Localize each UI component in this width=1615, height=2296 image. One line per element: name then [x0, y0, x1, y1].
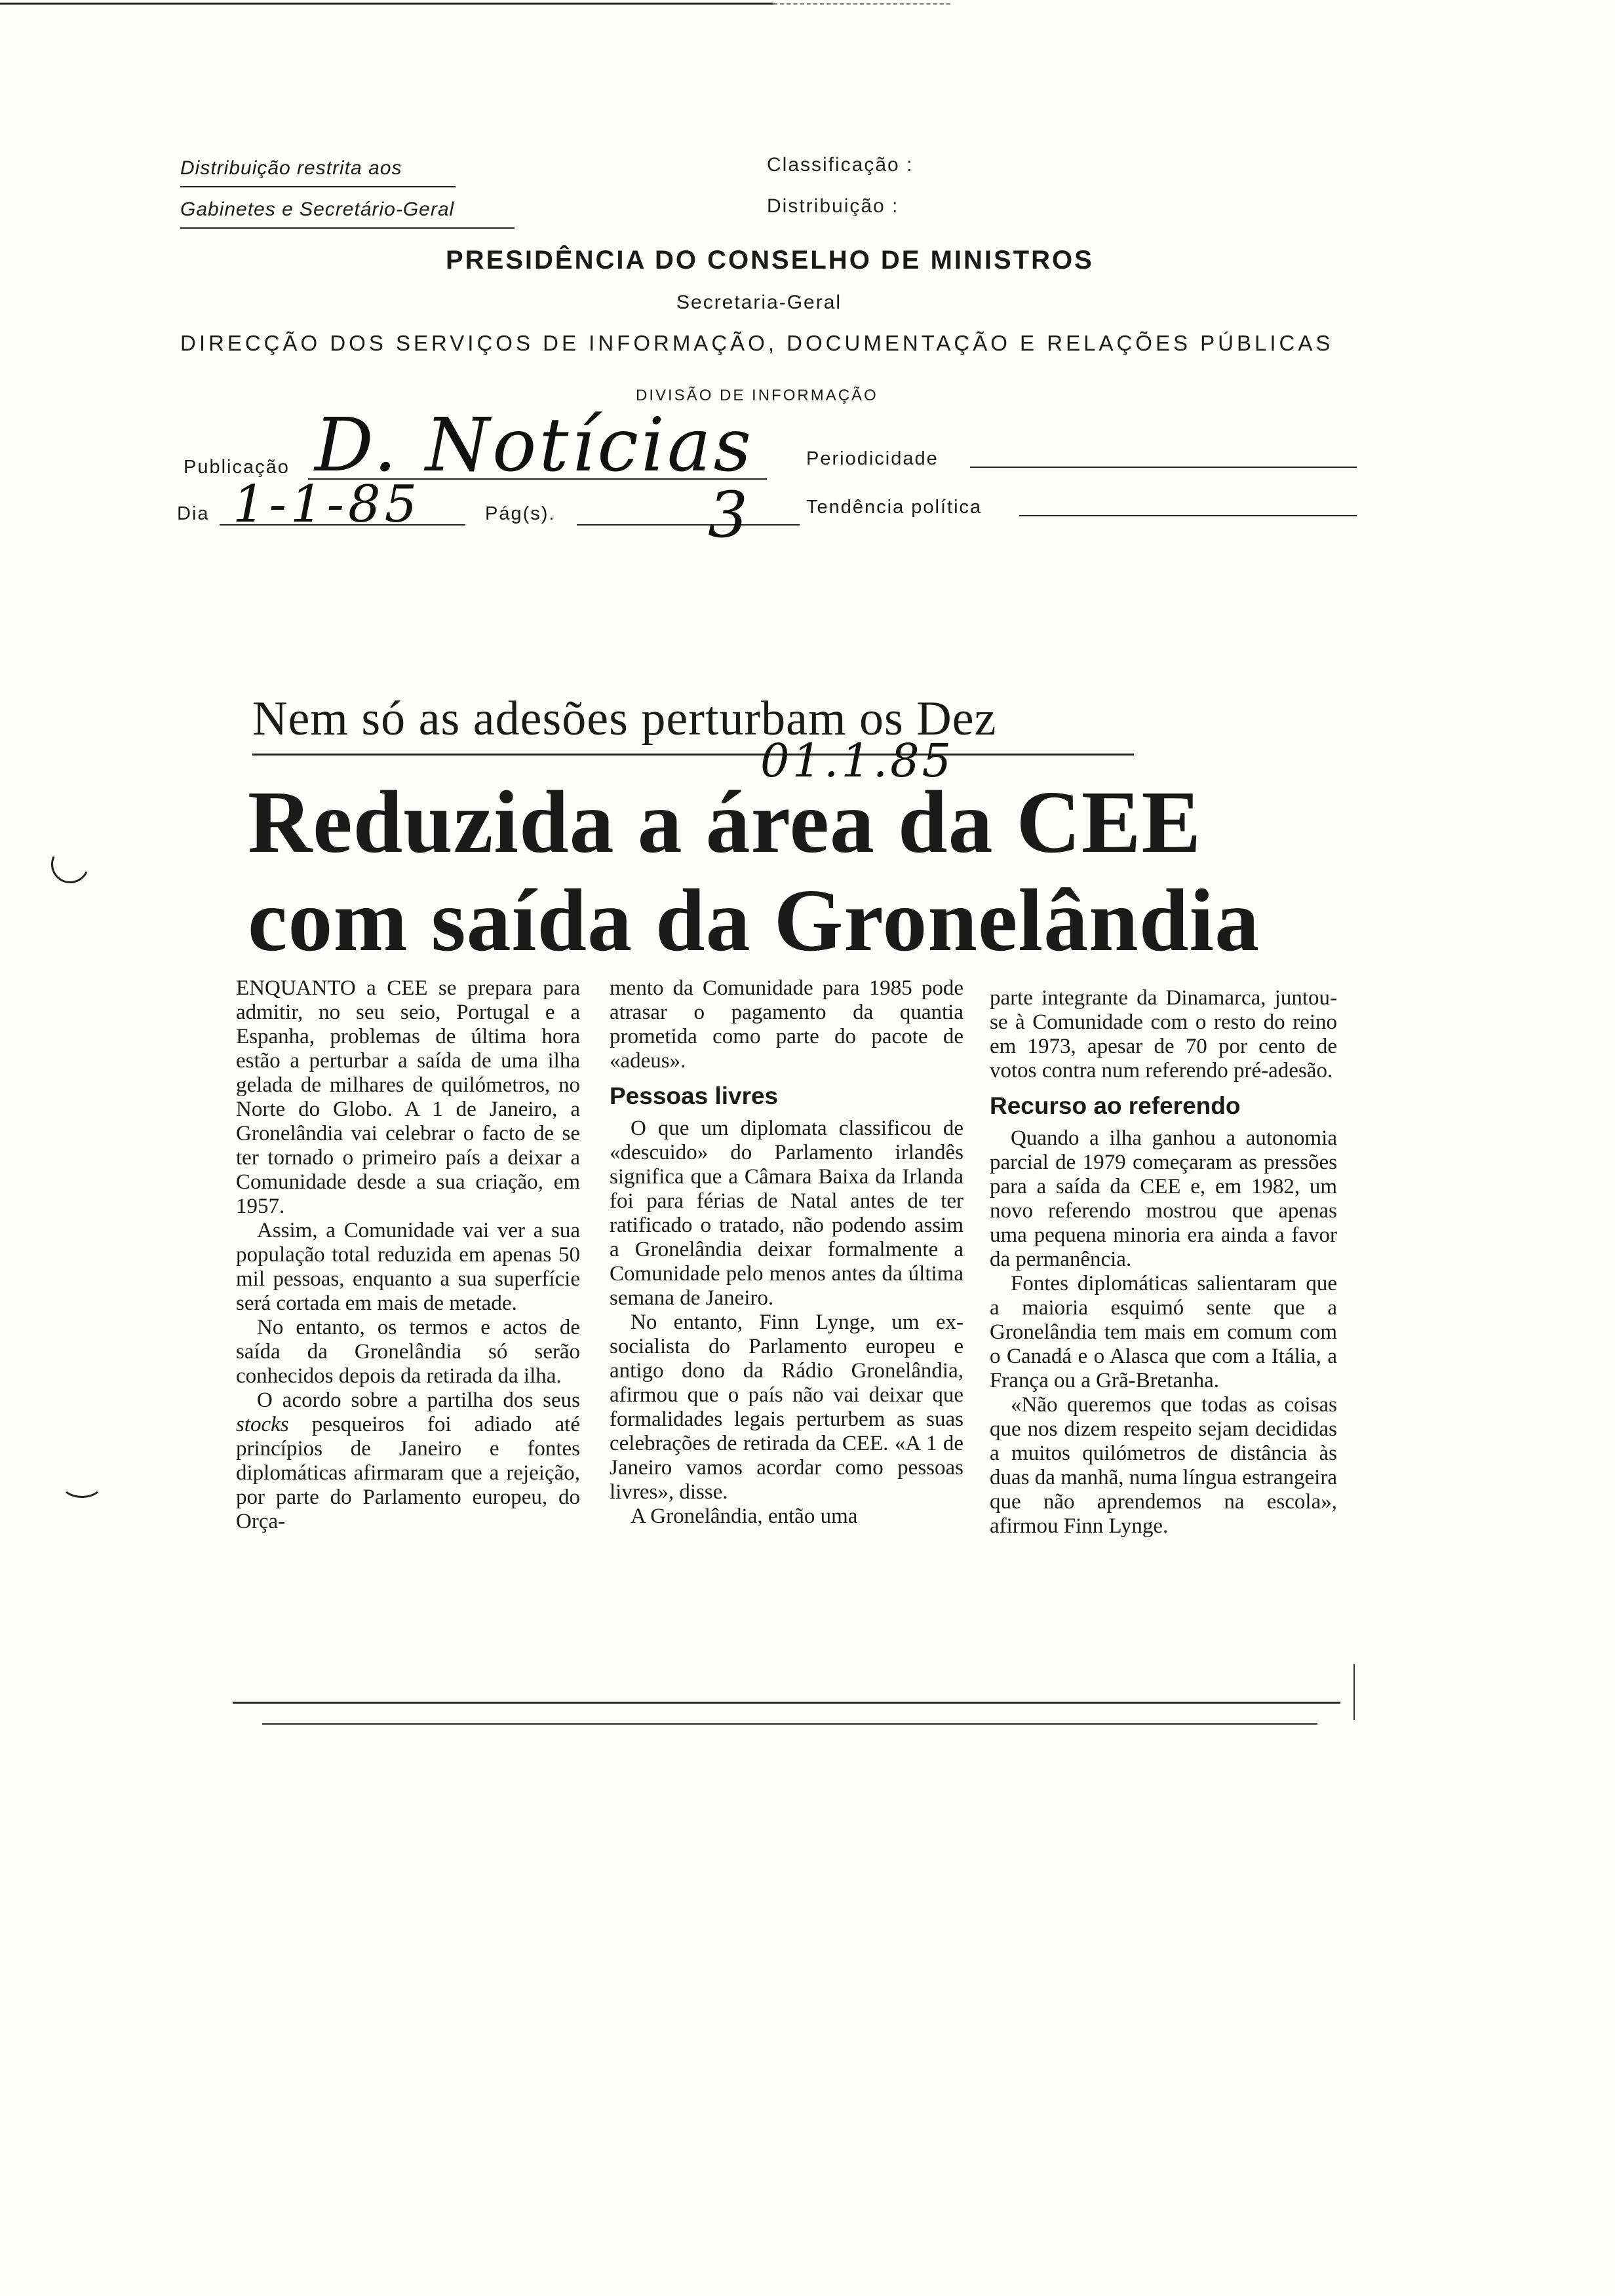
- restricted-distribution-line1: Distribuição restrita aos: [180, 157, 402, 179]
- handwritten-date: 01.1.85: [760, 734, 954, 788]
- col3-paragraph-3: Fontes diplomáticas salientaram que a maioria esquimó sente que a Gronelândia tem mais em comum com o Canadá e o Alasca que com a Itália, a França ou a Grã-Bretanha.: [990, 1272, 1337, 1392]
- tendencia-underline: [1019, 515, 1357, 516]
- tendencia-label: Tendência política: [806, 497, 983, 518]
- pags-label: Pág(s).: [485, 503, 556, 524]
- distribuicao-label: Distribuição :: [767, 195, 899, 217]
- pags-underline: [577, 524, 800, 526]
- stocks-italic: stocks: [236, 1413, 289, 1436]
- article-bottom-rule: [233, 1702, 1340, 1704]
- classificacao-label: Classificação :: [767, 154, 914, 176]
- col1-paragraph-3: No entanto, os termos e actos de saída da Gronelândia só serão conhecidos depois da retirada da ilha.: [236, 1316, 580, 1388]
- periodicidade-label: Periodicidade: [806, 448, 939, 469]
- direccao-line: DIRECÇÃO DOS SERVIÇOS DE INFORMAÇÃO, DOCUMENTAÇÃO E RELAÇÕES PÚBLICAS: [180, 331, 1334, 355]
- pags-handwritten: 3: [708, 478, 749, 552]
- subhead-recurso-referendo: Recurso ao referendo: [990, 1092, 1241, 1119]
- restricted-distribution-line2: Gabinetes e Secretário-Geral: [180, 199, 455, 220]
- divisao-line: DIVISÃO DE INFORMAÇÃO: [636, 387, 878, 404]
- margin-mark-bottom: [60, 1468, 104, 1498]
- col2-paragraph-2: O que um diplomata classificou de «descuido» do Parlamento irlandês significa que a Câmara Baixa da Irlanda foi para férias de Natal antes de ter ratificado o tratado, não podendo assim a Gronelândia deixar formalmente a Comunidade pelo menos antes da última semana de Janeiro.: [610, 1117, 963, 1310]
- col2-paragraph-1: mento da Comunidade para 1985 pode atrasar o pagamento da quantia prometida como parte do pacote de «adeus».: [610, 976, 963, 1073]
- scan-edge-dash: [773, 3, 950, 5]
- restricted-underline-1: [180, 186, 456, 187]
- col1-paragraph-2: Assim, a Comunidade vai ver a sua população total reduzida em apenas 50 mil pessoas, enquanto a sua superfície será cortada em mais de metade.: [236, 1219, 580, 1315]
- presidencia-title: PRESIDÊNCIA DO CONSELHO DE MINISTROS: [446, 246, 1094, 275]
- secretaria-geral: Secretaria-Geral: [676, 292, 842, 313]
- col2-paragraph-3: No entanto, Finn Lynge, um ex-socialista do Parlamento europeu e antigo dono da Rádio Gronelândia, afirmou que o país não vai deixar que formalidades legais perturbem as suas celebrações de retirada da CEE. «A 1 de Janeiro vamos acordar como pessoas livres», disse.: [610, 1311, 963, 1504]
- publicacao-handwritten: D. Notícias: [315, 403, 754, 488]
- headline-line2: com saída da Gronelândia: [248, 871, 1260, 970]
- dia-label: Dia: [177, 503, 210, 524]
- col3-paragraph-4: «Não queremos que todas as coisas que nos dizem respeito sejam decididas a muitos quilómetros de distância às duas da manhã, numa língua estrangeira que não aprendemos na escola», afirmou Finn Lynge.: [990, 1393, 1337, 1538]
- margin-mark-top: [46, 840, 94, 889]
- col1-paragraph-1: ENQUANTO a CEE se prepara para admitir, no seu seio, Portugal e a Espanha, problemas de última hora estão a perturbar a saída de uma ilha gelada de milhares de quilómetros, no Norte do Globo. A 1 de Janeiro, a Gronelândia vai celebrar o facto de se ter tornado o primeiro país a deixar a Comunidade desde a sua criação, em 1957.: [236, 976, 580, 1218]
- article-bottom-rule-2: [262, 1723, 1317, 1725]
- article-kicker: Nem só as adesões perturbam os Dez: [252, 692, 997, 746]
- headline-line1: Reduzida a área da CEE: [248, 773, 1202, 871]
- dia-handwritten: 1-1-85: [233, 475, 421, 534]
- col2-paragraph-4: A Gronelândia, então uma: [631, 1504, 858, 1528]
- col3-paragraph-2: Quando a ilha ganhou a autonomia parcial de 1979 começaram as pressões para a saída da CEE e, em 1982, um novo referendo mostrou que apenas uma pequena minoria era ainda a favor da permanência.: [990, 1126, 1337, 1271]
- col3-paragraph-1: parte integrante da Dinamarca, juntou-se à Comunidade com o resto do reino em 1973, apesar de 70 por cento de votos contra num referendo pré-adesão.: [990, 986, 1337, 1082]
- article-column-1: [236, 976, 580, 1534]
- subhead-pessoas-livres: Pessoas livres: [610, 1082, 779, 1109]
- article-column-3: [990, 986, 1337, 1539]
- publicacao-label: Publicação: [184, 457, 290, 478]
- col1-paragraph-4: O acordo sobre a partilha dos seus stocks pesqueiros foi adiado até princípios de Janeiro e fontes diplomáticas afirmaram que a rejeição, por parte do Parlamento europeu, do Orça-: [236, 1388, 580, 1533]
- periodicidade-underline: [970, 467, 1357, 468]
- scan-edge-line: [0, 3, 773, 5]
- kicker-rule: [252, 754, 1134, 756]
- article-column-2: [610, 976, 963, 1529]
- restricted-underline-2: [180, 227, 515, 229]
- clipping-edge-right: [1353, 1664, 1355, 1720]
